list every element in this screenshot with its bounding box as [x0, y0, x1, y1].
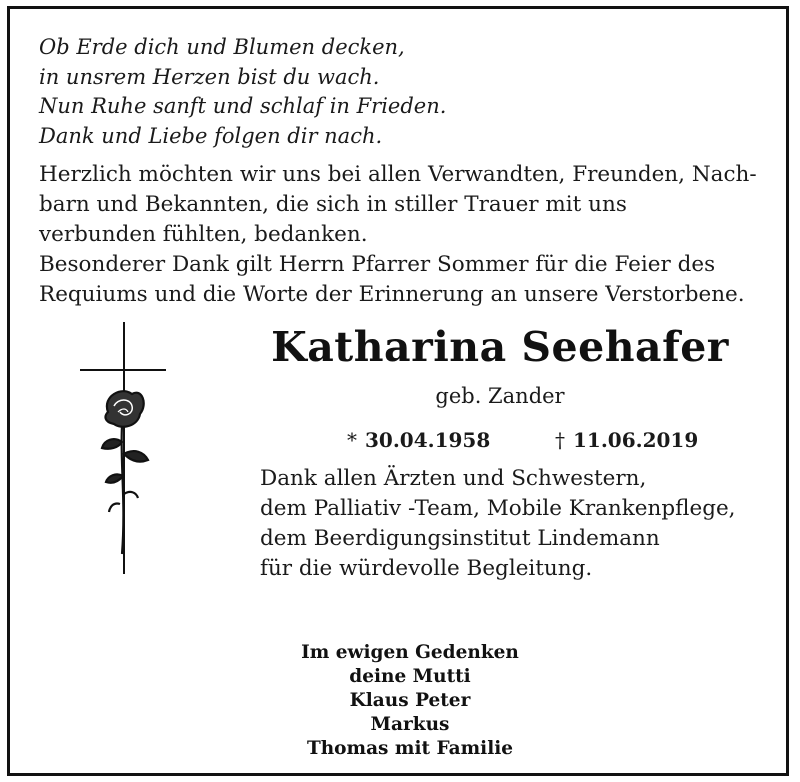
signature-line: Thomas mit Familie [306, 738, 514, 759]
signature-line: Im ewigen Gedenken [301, 642, 519, 663]
thanks-line: barn und Bekannten, die sich in stiller Trauer mit uns [39, 192, 627, 217]
thanks-line: Besonderer Dank gilt Herrn Pfarrer Sommer für die Feier des [39, 252, 716, 277]
signature-block [250, 641, 570, 761]
deceased-name: Katharina Seehafer [271, 323, 729, 371]
cross-with-rose-icon [78, 322, 170, 574]
death-date-value: 11.06.2019 [573, 428, 699, 452]
thanks-line: Herzlich möchten wir uns bei allen Verwandten, Freunden, Nach- [39, 162, 757, 187]
dank-line: dem Palliativ -Team, Mobile Krankenpflege, [260, 496, 736, 521]
thanks-line: Requiums und die Worte der Erinnerung an unsere Verstorbene. [39, 282, 745, 307]
dank-line: dem Beerdigungsinstitut Lindemann [260, 526, 660, 551]
poem [39, 33, 446, 151]
signature-line: Klaus Peter [349, 690, 471, 711]
birth-date-value: 30.04.1958 [365, 428, 491, 452]
death-cross-icon: † [555, 428, 565, 452]
poem-line: Nun Ruhe sanft und schlaf in Frieden. [39, 94, 447, 118]
maiden-name: geb. Zander [435, 384, 565, 408]
poem-line: in unsrem Herzen bist du wach. [39, 64, 380, 89]
birth-date [347, 428, 490, 452]
obituary-frame [7, 6, 789, 776]
signature-line: deine Mutti [349, 666, 471, 687]
signature-line: Markus [370, 714, 450, 735]
poem-line: Dank und Liebe folgen dir nach. [39, 123, 383, 148]
dank-line: für die würdevolle Begleitung. [260, 556, 593, 581]
poem-line: Ob Erde dich und Blumen decken, [39, 35, 405, 59]
death-date [555, 428, 698, 452]
dank-paragraph [260, 464, 736, 584]
dank-line: Dank allen Ärzten und Schwestern, [260, 466, 647, 491]
thanks-paragraph [39, 160, 757, 310]
birth-star-icon: * [347, 428, 357, 452]
thanks-line: verbunden fühlten, bedanken. [39, 222, 368, 247]
